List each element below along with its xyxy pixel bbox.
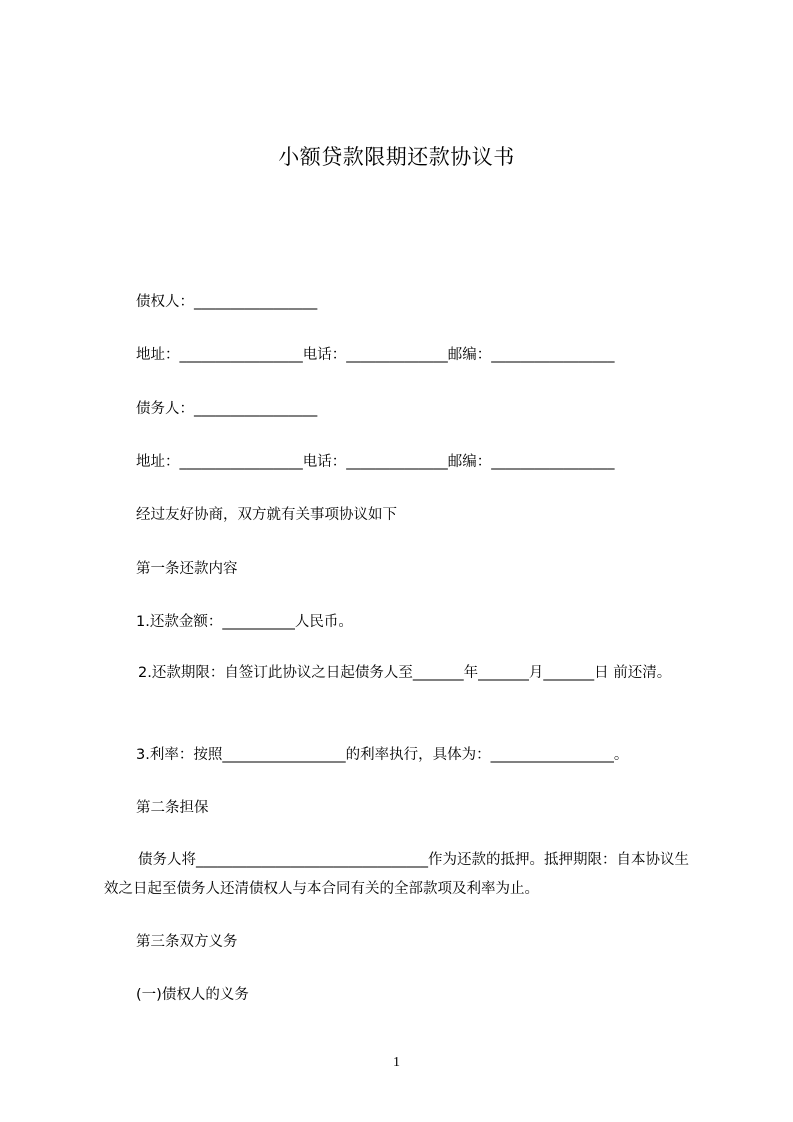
article-2-heading: 第二条担保: [136, 800, 209, 816]
guarantee-paragraph: [104, 846, 702, 904]
repayment-term-paragraph: [104, 659, 702, 688]
document-title: 小额贷款限期还款协议书: [278, 145, 515, 169]
creditor-line: 债权人：_________________: [136, 294, 318, 310]
interest-rate-line: 3.利率：按照_________________的利率执行，具体为：_________________。: [136, 747, 629, 763]
article-1-heading: 第一条还款内容: [136, 561, 238, 577]
intro-line: 经过友好协商，双方就有关事项协议如下: [136, 507, 397, 523]
debtor-address-line: 地址：_________________电话：______________邮编：_________________: [136, 454, 615, 470]
creditor-obligations-heading: (一)债权人的义务: [136, 987, 249, 1003]
article-3-heading: 第三条双方义务: [136, 934, 238, 950]
page-number: 1: [393, 1055, 400, 1070]
debtor-line: 债务人：_________________: [136, 401, 318, 417]
repayment-amount-line: 1.还款金额：__________人民币。: [136, 614, 353, 630]
guarantee-text: 债务人将________________________________作为还款的抵押。抵押期限：自本协议生效之日起至债务人还清债权人与本合同有关的全部款项及利率为止。: [104, 852, 689, 897]
repayment-term-text: 2.还款期限：自签订此协议之日起债务人至_______年_______月_______日 前还清。: [138, 665, 672, 681]
creditor-address-line: 地址：_________________电话：______________邮编：_________________: [136, 347, 615, 363]
